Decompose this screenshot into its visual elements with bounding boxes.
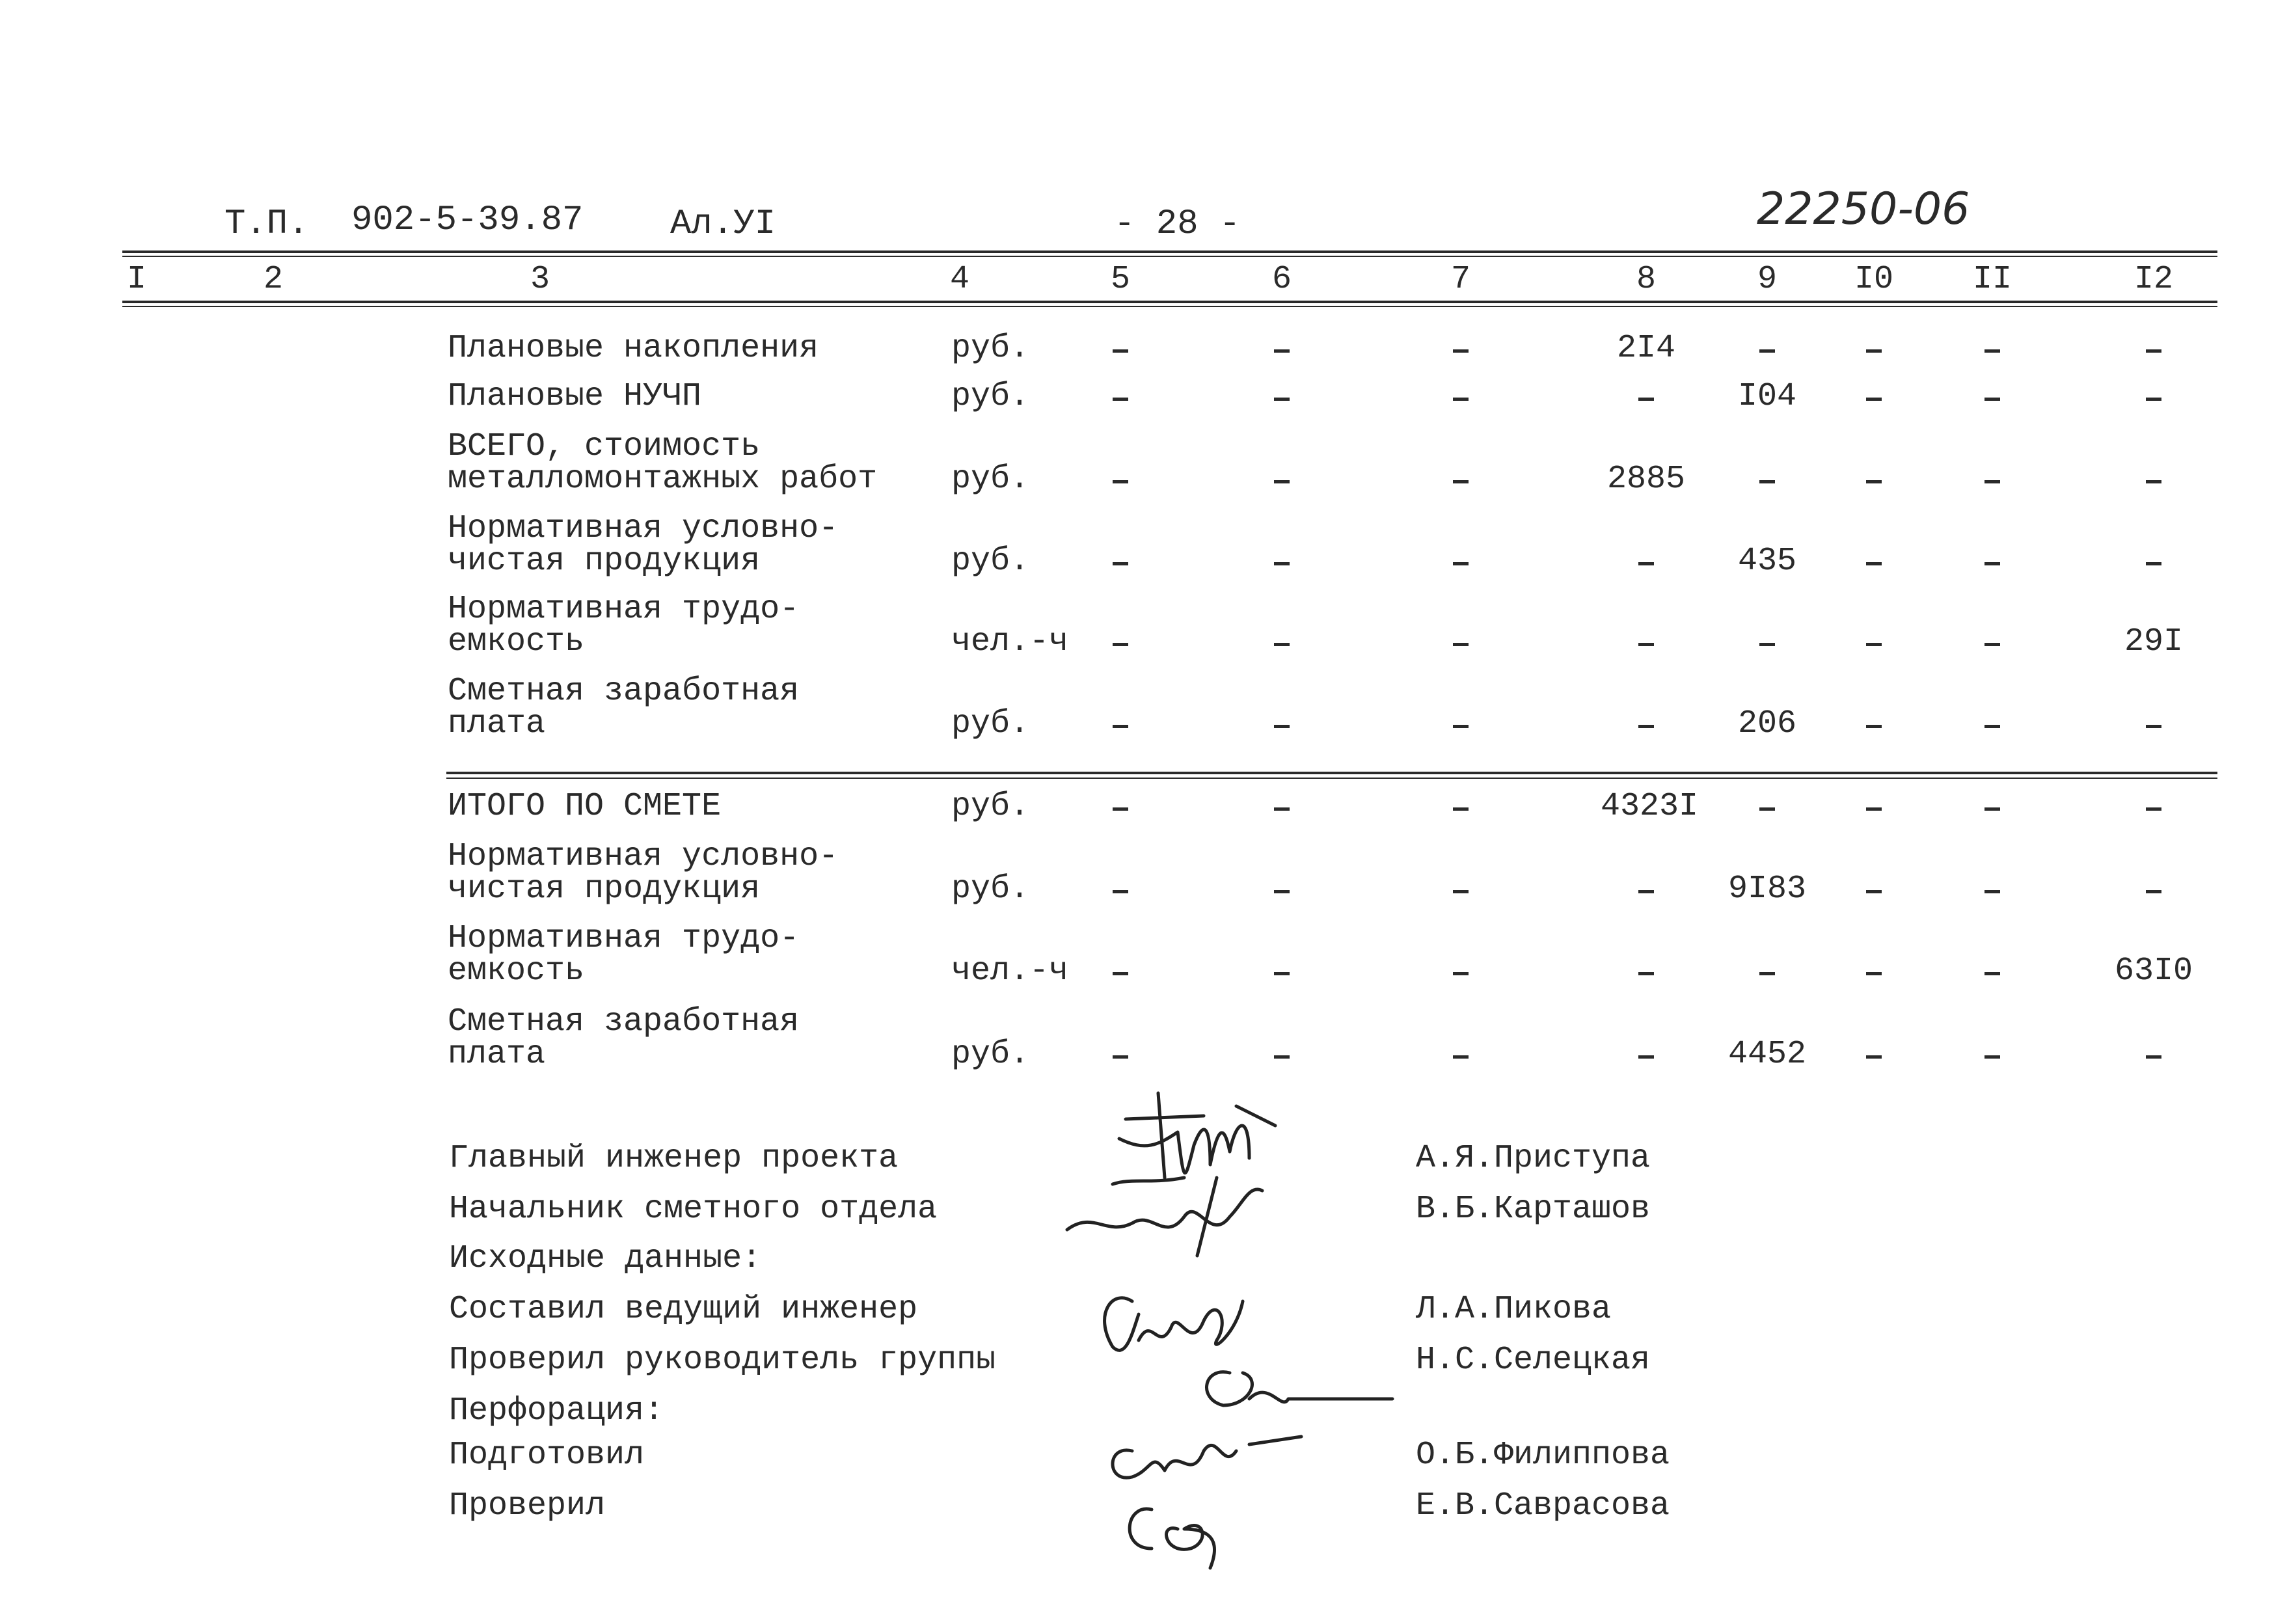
column-header-6: 6 <box>1271 261 1292 298</box>
row-label: емкость <box>448 623 585 660</box>
row-unit: руб. <box>951 543 1030 580</box>
empty-cell-dash <box>1866 480 1882 483</box>
empty-cell-dash <box>1453 972 1469 975</box>
empty-cell-dash <box>2146 480 2161 483</box>
chief-engineer-role: Главный инженер проекта <box>449 1140 899 1177</box>
empty-cell-dash <box>2146 807 2161 811</box>
column-header-11: II <box>1972 261 2012 298</box>
empty-cell-dash <box>1984 480 2000 483</box>
empty-cell-dash <box>1113 972 1128 975</box>
checked-group-name: Н.С.Селецкая <box>1416 1342 1651 1379</box>
row-label: ВСЕГО, стоимость <box>448 428 761 465</box>
empty-cell-dash <box>1759 972 1775 975</box>
row-label: Сметная заработная <box>448 1003 800 1040</box>
column-header-8: 8 <box>1636 261 1656 298</box>
project-code: 902-5-39.87 <box>351 200 584 240</box>
ref-label: Т.П. <box>224 204 309 244</box>
row-unit: руб. <box>951 330 1030 367</box>
header-top-rule-2 <box>122 256 2217 257</box>
row-label: плата <box>448 1036 546 1073</box>
totals-separator-2 <box>446 778 2217 779</box>
empty-cell-dash <box>1274 1055 1290 1059</box>
empty-cell-dash <box>1453 398 1469 401</box>
handwritten-signatures <box>1054 1080 1405 1588</box>
value-cell: 4323I <box>1601 788 1699 825</box>
empty-cell-dash <box>1453 890 1469 893</box>
prepared-name: О.Б.Филиппова <box>1416 1437 1670 1474</box>
empty-cell-dash <box>1453 1055 1469 1059</box>
value-cell: 9I83 <box>1727 871 1807 908</box>
empty-cell-dash <box>1274 890 1290 893</box>
empty-cell-dash <box>2146 562 2161 565</box>
empty-cell-dash <box>1759 807 1775 811</box>
empty-cell-dash <box>1866 398 1882 401</box>
empty-cell-dash <box>1113 725 1128 728</box>
empty-cell-dash <box>1984 562 2000 565</box>
value-cell: 2885 <box>1606 461 1686 498</box>
signature-pristupa <box>1113 1093 1275 1184</box>
empty-cell-dash <box>1113 562 1128 565</box>
row-label: Нормативная условно- <box>448 838 839 875</box>
empty-cell-dash <box>1759 480 1775 483</box>
empty-cell-dash <box>1274 972 1290 975</box>
signature-seletskaya <box>1207 1372 1392 1405</box>
column-header-3: 3 <box>530 261 550 298</box>
estimates-head-name: В.Б.Карташов <box>1416 1191 1651 1228</box>
empty-cell-dash <box>1866 972 1882 975</box>
row-unit: чел.-ч <box>951 623 1069 660</box>
column-header-12: I2 <box>2133 261 2173 298</box>
row-unit: руб. <box>951 378 1030 415</box>
header-bottom-rule <box>122 301 2217 303</box>
row-label: Нормативная трудо- <box>448 591 800 628</box>
empty-cell-dash <box>1113 807 1128 811</box>
value-cell: 435 <box>1737 543 1796 580</box>
row-unit: руб. <box>951 461 1030 498</box>
empty-cell-dash <box>1984 349 2000 353</box>
empty-cell-dash <box>1984 725 2000 728</box>
empty-cell-dash <box>1453 725 1469 728</box>
empty-cell-dash <box>2146 725 2161 728</box>
header-top-rule <box>122 250 2217 253</box>
row-unit: руб. <box>951 1036 1030 1073</box>
empty-cell-dash <box>1759 643 1775 646</box>
compiled-name: Л.А.Пикова <box>1416 1291 1612 1328</box>
signature-savrasova <box>1130 1509 1214 1568</box>
empty-cell-dash <box>1866 643 1882 646</box>
empty-cell-dash <box>1113 890 1128 893</box>
value-cell: 29I <box>2124 623 2183 660</box>
row-label: плата <box>448 705 546 742</box>
empty-cell-dash <box>1638 1055 1654 1059</box>
column-header-7: 7 <box>1450 261 1470 298</box>
empty-cell-dash <box>1638 725 1654 728</box>
empty-cell-dash <box>1113 398 1128 401</box>
empty-cell-dash <box>1274 349 1290 353</box>
row-label: чистая продукция <box>448 871 761 908</box>
empty-cell-dash <box>1274 807 1290 811</box>
row-label: ИТОГО ПО СМЕТЕ <box>448 788 722 825</box>
empty-cell-dash <box>1453 807 1469 811</box>
row-label: Сметная заработная <box>448 673 800 710</box>
column-header-9: 9 <box>1757 261 1777 298</box>
empty-cell-dash <box>1638 890 1654 893</box>
row-label: Нормативная условно- <box>448 510 839 547</box>
row-label: металломонтажных работ <box>448 461 878 498</box>
empty-cell-dash <box>2146 1055 2161 1059</box>
empty-cell-dash <box>1274 643 1290 646</box>
empty-cell-dash <box>1274 480 1290 483</box>
signature-kartashov <box>1067 1178 1262 1256</box>
empty-cell-dash <box>1866 890 1882 893</box>
empty-cell-dash <box>1866 349 1882 353</box>
column-header-2: 2 <box>263 261 283 298</box>
empty-cell-dash <box>1453 480 1469 483</box>
empty-cell-dash <box>1113 480 1128 483</box>
empty-cell-dash <box>2146 890 2161 893</box>
empty-cell-dash <box>1984 643 2000 646</box>
value-cell: 206 <box>1737 705 1796 742</box>
empty-cell-dash <box>1274 398 1290 401</box>
row-unit: руб. <box>951 788 1030 825</box>
empty-cell-dash <box>1638 972 1654 975</box>
row-unit: чел.-ч <box>951 953 1069 990</box>
value-cell: 2I4 <box>1616 330 1675 367</box>
signature-filippova <box>1113 1437 1301 1478</box>
empty-cell-dash <box>1866 725 1882 728</box>
value-cell: I04 <box>1737 378 1796 415</box>
checked-role: Проверил <box>449 1487 606 1524</box>
header-bottom-rule-2 <box>122 306 2217 307</box>
estimates-head-role: Начальник сметного отдела <box>449 1191 938 1228</box>
value-cell: 4452 <box>1727 1036 1807 1073</box>
empty-cell-dash <box>1638 643 1654 646</box>
empty-cell-dash <box>1113 643 1128 646</box>
empty-cell-dash <box>1984 890 2000 893</box>
column-header-4: 4 <box>949 261 969 298</box>
empty-cell-dash <box>2146 398 2161 401</box>
document-number: 22250-06 <box>1757 183 1970 235</box>
source-data-heading: Исходные данные: <box>449 1240 762 1277</box>
row-label: емкость <box>448 953 585 990</box>
empty-cell-dash <box>1984 398 2000 401</box>
column-header-1: I <box>126 261 146 298</box>
row-unit: руб. <box>951 705 1030 742</box>
empty-cell-dash <box>2146 349 2161 353</box>
empty-cell-dash <box>1984 807 2000 811</box>
row-label: Плановые НУЧП <box>448 378 702 415</box>
column-header-10: I0 <box>1854 261 1893 298</box>
empty-cell-dash <box>1866 1055 1882 1059</box>
empty-cell-dash <box>1274 562 1290 565</box>
empty-cell-dash <box>1866 562 1882 565</box>
empty-cell-dash <box>1984 972 2000 975</box>
compiled-role: Составил ведущий инженер <box>449 1291 918 1328</box>
empty-cell-dash <box>1759 349 1775 353</box>
empty-cell-dash <box>1984 1055 2000 1059</box>
empty-cell-dash <box>1638 562 1654 565</box>
signature-pikova <box>1105 1298 1243 1351</box>
prepared-role: Подготовил <box>449 1437 645 1474</box>
page-number: - 28 - <box>1114 204 1241 244</box>
row-unit: руб. <box>951 871 1030 908</box>
empty-cell-dash <box>1866 807 1882 811</box>
perforation-heading: Перфорация: <box>449 1392 664 1429</box>
value-cell: 63I0 <box>2114 953 2193 990</box>
totals-separator <box>446 772 2217 774</box>
empty-cell-dash <box>1453 643 1469 646</box>
empty-cell-dash <box>1453 562 1469 565</box>
empty-cell-dash <box>1638 398 1654 401</box>
row-label: Нормативная трудо- <box>448 920 800 957</box>
album-label: Ал.УI <box>670 204 776 244</box>
row-label: чистая продукция <box>448 543 761 580</box>
row-label: Плановые накопления <box>448 330 819 367</box>
column-header-5: 5 <box>1110 261 1130 298</box>
empty-cell-dash <box>1113 349 1128 353</box>
empty-cell-dash <box>1274 725 1290 728</box>
chief-engineer-name: А.Я.Приступа <box>1416 1140 1651 1177</box>
checked-name: Е.В.Саврасова <box>1416 1487 1670 1524</box>
checked-group-role: Проверил руководитель группы <box>449 1342 996 1379</box>
empty-cell-dash <box>1453 349 1469 353</box>
empty-cell-dash <box>1113 1055 1128 1059</box>
